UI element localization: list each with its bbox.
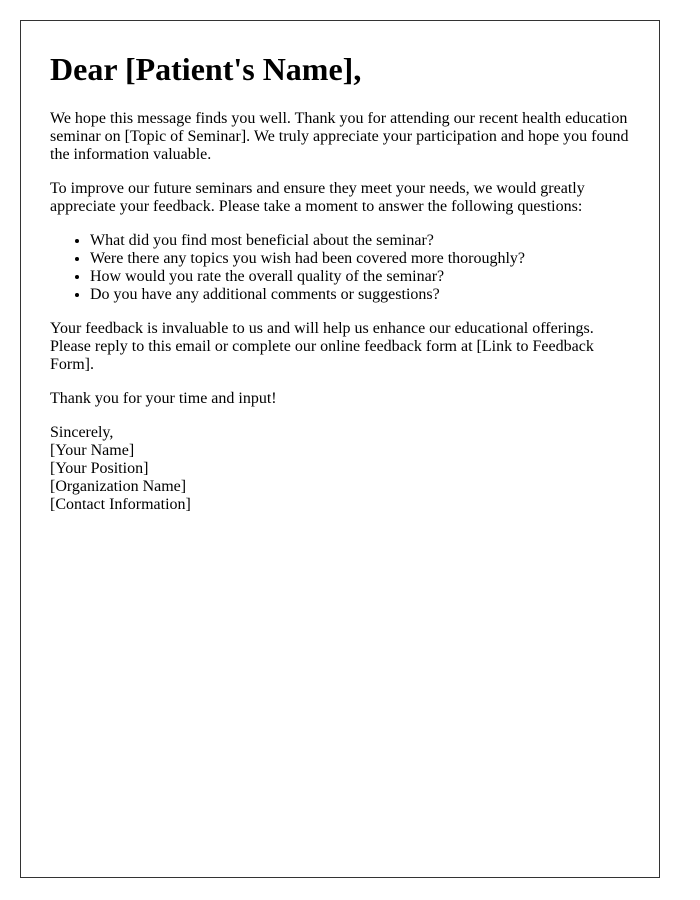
sender-name: [Your Name] xyxy=(50,442,135,459)
list-item: • Do you have any additional comments or suggestions? xyxy=(90,286,630,304)
letter-greeting: Dear [Patient's Name], xyxy=(50,51,362,87)
feedback-letter xyxy=(20,20,660,878)
sender-position: [Your Position] xyxy=(50,460,149,477)
thank-you-paragraph: Thank you for your time and input! xyxy=(50,390,277,407)
signoff: Sincerely, xyxy=(50,424,114,441)
organization-name: [Organization Name] xyxy=(50,478,187,495)
list-item: • How would you rate the overall quality of the seminar? xyxy=(90,268,630,286)
intro-paragraph: We hope this message finds you well. Thank you for attending our recent health education seminar on [Topic of Seminar]. We truly appreciate your participation and hope you found the information valuable. xyxy=(50,110,629,163)
list-item: • Were there any topics you wish had been covered more thoroughly? xyxy=(90,250,630,268)
signature-block xyxy=(50,424,630,514)
question-list xyxy=(50,232,630,304)
feedback-value-paragraph: Your feedback is invaluable to us and will help us enhance our educational offerings. Please reply to this email or complete our online feedback form at [Link to Feedback Form]. xyxy=(50,320,594,373)
feedback-request-paragraph: To improve our future seminars and ensure they meet your needs, we would greatly appreciate your feedback. Please take a moment to answer the following questions: xyxy=(50,180,585,215)
contact-information: [Contact Information] xyxy=(50,496,191,513)
list-item: • What did you find most beneficial about the seminar? xyxy=(90,232,630,250)
